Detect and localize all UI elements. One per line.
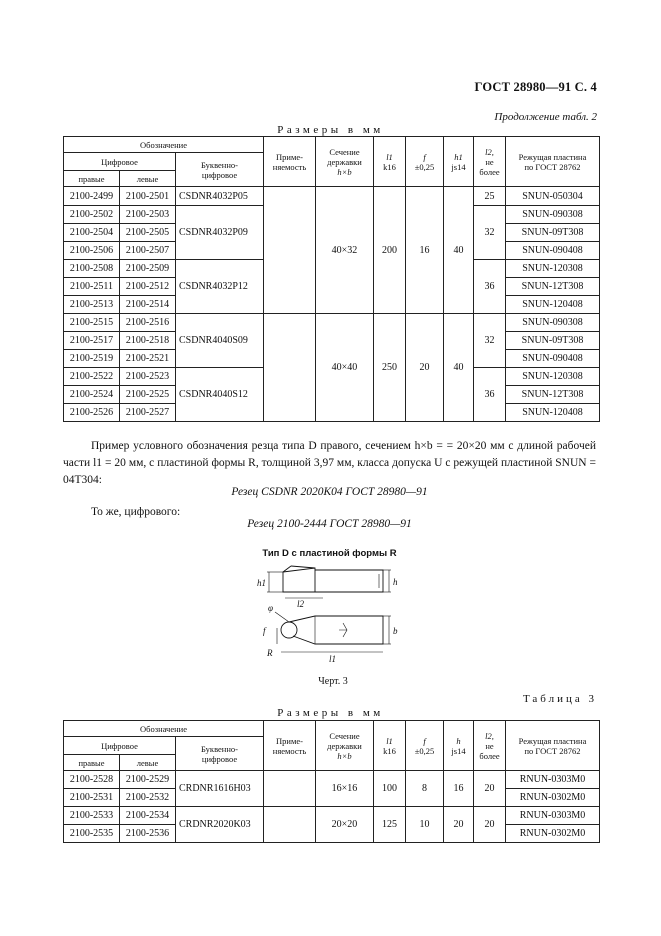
table-cell: 250 [374,314,406,422]
label-f: f [263,626,266,636]
table-cell: SNUN-120308 [506,260,600,278]
header-left: левые [120,755,176,771]
table-cell: SNUN-09T308 [506,224,600,242]
table-cell: 20 [444,807,474,843]
table-continuation-note: Продолжение табл. 2 [494,111,597,123]
applicability-cell [264,314,316,422]
table-cell: 2100-2505 [120,224,176,242]
label-h: h [393,577,398,587]
table-cell: 2100-2516 [120,314,176,332]
table-cell: 16×16 [316,771,374,807]
table-cell: 16 [406,187,444,314]
table-cell: SNUN-120408 [506,296,600,314]
table-cell: SNUN-090408 [506,242,600,260]
table-cell: 2100-2521 [120,350,176,368]
label-b: b [393,626,398,636]
side-view-shank [315,570,383,592]
table-cell: SNUN-090308 [506,314,600,332]
page-header: ГОСТ 28980—91 С. 4 [474,80,597,94]
table-cell: 2100-2536 [120,825,176,843]
table-cell: 25 [474,187,506,206]
table-cell: RNUN-0302M0 [506,825,600,843]
table-cell: SNUN-090408 [506,350,600,368]
table-cell: 20 [406,314,444,422]
header-alnum: Буквенно- цифровое [176,737,264,771]
table-cell: 2100-2533 [64,807,120,825]
table-cell: 2100-2518 [120,332,176,350]
header-left: левые [120,171,176,187]
table-cell: SNUN-12T308 [506,386,600,404]
header-applicability: Приме- няемость [264,137,316,187]
table-cell: SNUN-120308 [506,368,600,386]
header-l2: l2, не более [474,721,506,771]
label-l2: l2 [297,599,305,609]
table-cell: SNUN-12T308 [506,278,600,296]
table-cell: 100 [374,771,406,807]
table-cell: 2100-2524 [64,386,120,404]
table-cell: 20 [474,771,506,807]
side-view-head [283,568,315,592]
table-cell: CSDNR4032P12 [176,260,264,314]
table2-caption: Размеры в мм [277,124,384,136]
table-cell: 40 [444,314,474,422]
table-cell: 2100-2514 [120,296,176,314]
round-insert [281,622,297,638]
label-l1: l1 [329,654,337,664]
applicability-cell [264,187,316,314]
table-cell: 2100-2528 [64,771,120,789]
table-cell: 2100-2511 [64,278,120,296]
table-cell: 40×32 [316,187,374,314]
header-designation: Обозначение [64,721,264,737]
header-cutting-plate: Режущая пластина по ГОСТ 28762 [506,137,600,187]
table-cell: 2100-2501 [120,187,176,206]
table-cell: 2100-2523 [120,368,176,386]
table-cell: 32 [474,206,506,260]
table-cell: 2100-2502 [64,206,120,224]
label-phi: φ [268,603,273,613]
table3-label: Таблица 3 [522,693,597,705]
table-row [64,771,600,789]
label-r: R [267,648,273,658]
table-cell: CRDNR2020K03 [176,807,264,843]
table-cell: RNUN-0303M0 [506,771,600,789]
table-cell: 32 [474,314,506,368]
header-h: h js14 [444,721,474,771]
table-cell: 2100-2526 [64,404,120,422]
header-section: Сечение державки h×b [316,721,374,771]
example-paragraph: Пример условного обозначения резца типа D правого, сечением h×b = = 20×20 мм с длиной рабочей части l1 = 20 мм, с пластиной формы R, толщиной 3,97 мм, класса допуска U с режущей пластиной SNUN = 04T304: [63,440,596,486]
table-row [64,807,600,825]
table-cell: 20×20 [316,807,374,843]
table-cell: CSDNR4032P05 [176,187,264,206]
table-cell: 2100-2517 [64,332,120,350]
top-view-body [289,616,383,644]
header-l1: l1 k16 [374,137,406,187]
table-cell: 2100-2499 [64,187,120,206]
table-row [64,187,600,206]
table-cell: CSDNR4040S12 [176,368,264,422]
table-cell: 16 [444,771,474,807]
table-cell: 36 [474,260,506,314]
tool-drawing [255,560,415,678]
digital-intro: То же, цифрового: [91,506,181,518]
header-digital: Цифровое [64,153,176,171]
table-cell: 2100-2525 [120,386,176,404]
table-cell: 2100-2519 [64,350,120,368]
figure-title: Тип D с пластиной формы R [262,548,397,559]
example-formula-2: Резец 2100-2444 ГОСТ 28980—91 [247,518,412,530]
table-cell: 2100-2531 [64,789,120,807]
header-digital: Цифровое [64,737,176,755]
table-cell: 40 [444,187,474,314]
table-cell: CSDNR4032P09 [176,206,264,260]
table-cell: 2100-2504 [64,224,120,242]
header-cutting-plate: Режущая пластина по ГОСТ 28762 [506,721,600,771]
table-cell: 40×40 [316,314,374,422]
header-right: правые [64,755,120,771]
table-cell: 125 [374,807,406,843]
table-cell: SNUN-050304 [506,187,600,206]
header-l2: l2, не более [474,137,506,187]
header-h1: h1 js14 [444,137,474,187]
header-alnum: Буквенно- цифровое [176,153,264,187]
header-l1: l1 k16 [374,721,406,771]
table-3 [63,720,600,843]
table-cell: RNUN-0302M0 [506,789,600,807]
table-cell: 2100-2508 [64,260,120,278]
table-cell: 200 [374,187,406,314]
table-cell: 2100-2534 [120,807,176,825]
table-cell: 10 [406,807,444,843]
table-cell: 36 [474,368,506,422]
table-2 [63,136,600,422]
table-cell: 2100-2522 [64,368,120,386]
table-cell: 2100-2507 [120,242,176,260]
table-cell: 2100-2506 [64,242,120,260]
header-f: f ±0,25 [406,137,444,187]
table-cell: 2100-2515 [64,314,120,332]
table3-caption: Размеры в мм [277,707,384,719]
label-h1: h1 [257,578,266,588]
table-cell: 2100-2509 [120,260,176,278]
applicability-cell [264,807,316,843]
figure-caption: Черт. 3 [318,676,348,687]
table-cell: SNUN-090308 [506,206,600,224]
table-cell: 2100-2513 [64,296,120,314]
table-cell: RNUN-0303M0 [506,807,600,825]
applicability-cell [264,771,316,807]
table-cell: 2100-2503 [120,206,176,224]
table-cell: 2100-2535 [64,825,120,843]
table-row [64,314,600,332]
header-f: f ±0,25 [406,721,444,771]
header-right: правые [64,171,120,187]
table-cell: 2100-2512 [120,278,176,296]
table-cell: 2100-2529 [120,771,176,789]
table-cell: 20 [474,807,506,843]
table-cell: 8 [406,771,444,807]
header-designation: Обозначение [64,137,264,153]
table-cell: SNUN-09T308 [506,332,600,350]
example-formula-1: Резец CSDNR 2020K04 ГОСТ 28980—91 [231,486,428,498]
table-cell: 2100-2532 [120,789,176,807]
table-cell: 2100-2527 [120,404,176,422]
table-cell: CSDNR4040S09 [176,314,264,368]
header-section: Сечение державки h×b [316,137,374,187]
table-cell: SNUN-120408 [506,404,600,422]
header-applicability: Приме- няемость [264,721,316,771]
table-cell: CRDNR1616H03 [176,771,264,807]
